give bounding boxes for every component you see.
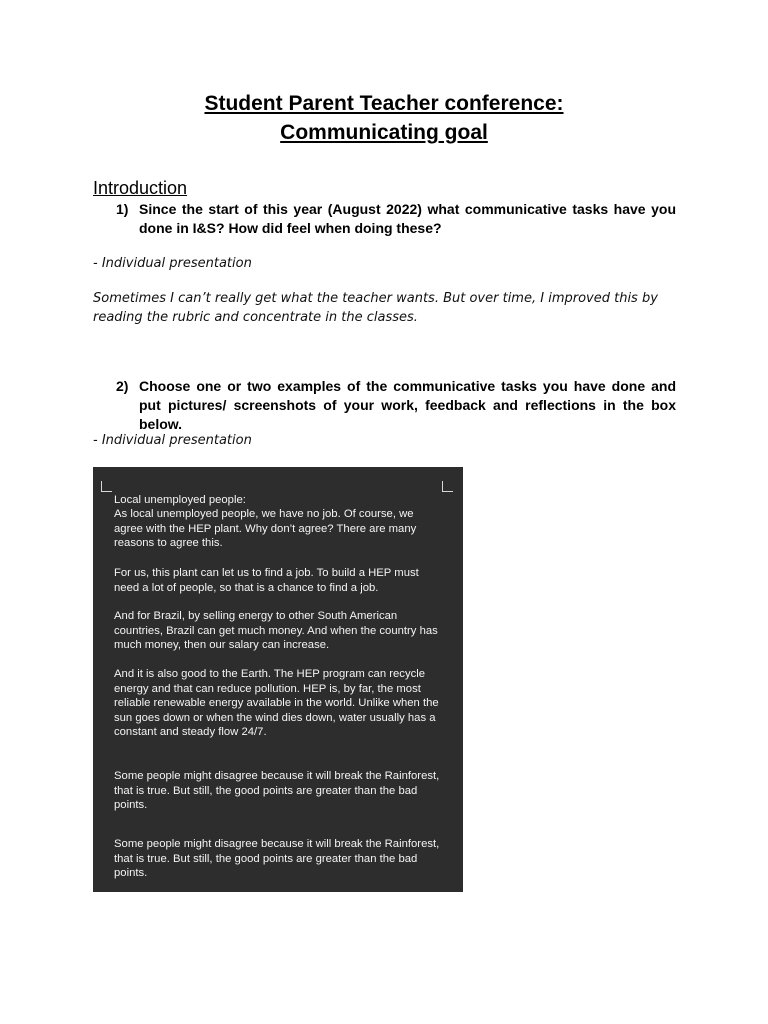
work-screenshot-image	[93, 467, 463, 892]
answer-2-label: - Individual presentation	[93, 433, 252, 448]
question-2-text: Choose one or two examples of the communicative tasks you have done and put pictures/ screenshots of your work, feedback and reflections in the box below.	[139, 378, 676, 432]
document-title-line-2: Communicating goal	[280, 121, 488, 144]
screenshot-paragraph-1: As local unemployed people, we have no job. Of course, we agree with the HEP plant. Why don’t agree? There are many reasons to agree this.	[114, 508, 417, 550]
screenshot-paragraph-2: For us, this plant can let us to find a job. To build a HEP must need a lot of people, so that is a chance to find a job.	[114, 567, 419, 594]
answer-1-text: Sometimes I can’t really get what the teacher wants. But over time, I improved this by reading the rubric and concentrate in the classes.	[93, 291, 658, 325]
answer-1-label: - Individual presentation	[93, 256, 252, 271]
screenshot-paragraph-4: And it is also good to the Earth. The HEP program can recycle energy and that can reduce pollution. HEP is, by far, the most reliable renewable energy available in the world. Unlike when the sun goes down or when the wind dies down, water usually has a constant and steady flow 24/7.	[114, 668, 439, 739]
section-heading-introduction: Introduction	[93, 178, 188, 198]
crop-corner-right-icon	[442, 481, 453, 492]
question-1-text: Since the start of this year (August 2022) what communicative tasks have you done in I&S? How did feel when doing these?	[139, 201, 676, 236]
question-2-number: 2)	[116, 378, 129, 394]
screenshot-paragraph-5: Some people might disagree because it will break the Rainforest, that is true. But still, the good points are greater than the bad points.	[114, 770, 440, 812]
document-title-line-1: Student Parent Teacher conference:	[204, 92, 564, 115]
screenshot-lead-text: Local unemployed people:	[114, 494, 246, 506]
question-1-number: 1)	[116, 201, 129, 217]
screenshot-paragraph-3: And for Brazil, by selling energy to other South American countries, Brazil can get much money. And when the country has much money, then our salary can increase.	[114, 610, 438, 652]
crop-corner-left-icon	[101, 481, 112, 492]
screenshot-paragraph-6: Some people might disagree because it will break the Rainforest, that is true. But still, the good points are greater than the bad points.	[114, 838, 440, 880]
question-1	[116, 200, 676, 238]
question-2	[116, 377, 676, 434]
